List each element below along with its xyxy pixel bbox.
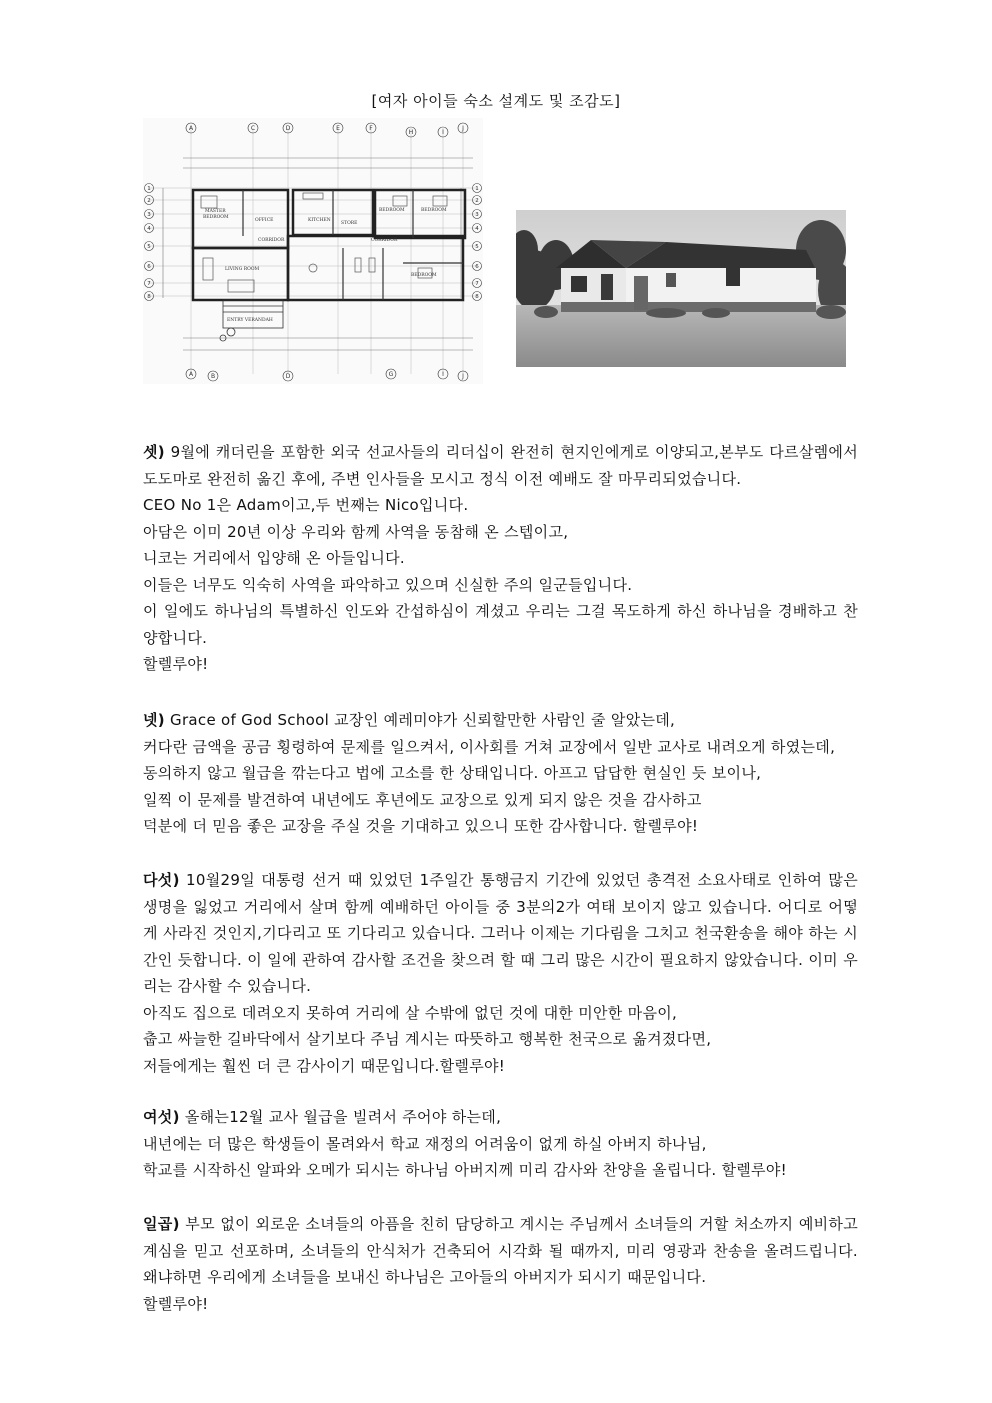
svg-text:I: I bbox=[442, 129, 444, 136]
paragraph: 이들은 너무도 익숙히 사역을 파악하고 있으며 신실한 주의 일군들입니다. bbox=[143, 575, 633, 594]
svg-text:4: 4 bbox=[147, 226, 151, 232]
svg-text:J: J bbox=[462, 125, 464, 132]
room-label-master-bedroom: MASTER bbox=[205, 209, 226, 214]
section-seven bbox=[143, 1211, 858, 1317]
svg-text:D: D bbox=[285, 125, 291, 132]
section-three-lead: 셋) bbox=[143, 443, 165, 461]
paragraph: 춥고 싸늘한 길바닥에서 살기보다 주님 계시는 따뜻하고 행복한 천국으로 옮겨졌다면, bbox=[143, 1030, 712, 1048]
svg-text:I: I bbox=[442, 371, 444, 378]
svg-text:BEDROOM: BEDROOM bbox=[421, 208, 447, 213]
svg-text:8: 8 bbox=[475, 294, 479, 300]
section-seven-lead: 일곱) bbox=[143, 1215, 180, 1233]
paragraph: 9월에 캐더린을 포함한 외국 선교사들의 리더십이 완전히 현지인에게로 이양되고,본부도 다르살렘에서 도도마로 완전히 옮긴 후에, 주변 인사들을 모시고 정식 이전 예배도 잘 마무리되었습니다. bbox=[143, 443, 858, 488]
svg-text:D: D bbox=[285, 373, 291, 380]
svg-text:4: 4 bbox=[475, 226, 479, 232]
svg-text:2: 2 bbox=[147, 198, 151, 204]
svg-text:BEDROOM: BEDROOM bbox=[411, 273, 437, 278]
section-three bbox=[143, 439, 858, 678]
svg-text:BEDROOM: BEDROOM bbox=[203, 215, 229, 220]
paragraph: 동의하지 않고 월급을 깎는다고 법에 고소를 한 상태입니다. 아프고 답답한 현실인 듯 보이나, bbox=[143, 764, 762, 782]
section-four bbox=[143, 707, 858, 840]
svg-text:A: A bbox=[188, 125, 194, 132]
svg-text:1: 1 bbox=[147, 186, 151, 192]
svg-text:3: 3 bbox=[147, 212, 151, 218]
figure-caption: [여자 아이들 숙소 설계도 및 조감도] bbox=[371, 92, 621, 110]
svg-text:6: 6 bbox=[475, 264, 479, 270]
svg-text:J: J bbox=[462, 373, 464, 380]
section-six bbox=[143, 1104, 858, 1184]
paragraph: 할렐루야! bbox=[143, 1294, 209, 1313]
svg-text:H: H bbox=[408, 129, 414, 136]
paragraph: 일찍 이 문제를 발견하여 내년에도 후년에도 교장으로 있게 되지 않은 것을 감사하고 bbox=[143, 790, 702, 809]
house-rendering-image bbox=[516, 210, 846, 367]
paragraph: 10월29일 대통령 선거 때 있었던 1주일간 통행금지 기간에 있었던 총격전 소요사태로 인하여 많은 생명을 잃었고 거리에서 살며 함께 예배하던 아이들 중 3분의2가 여태 보이지 않고 있습니다. 어디로 어떻게 사라진 것인지,기다리고 또 기다리고 있습니다. 그러나 이제는 기다림을 그치고 천국환송을 해야 하는 시간인 듯합니다. 이 일에 관하여 감사할 조건을 찾으려 할 때 그리 많은 시간이 필요하지 않았습니다. 이미 우리는 감사할 수 있습니다. bbox=[143, 871, 858, 995]
section-five bbox=[143, 867, 858, 1079]
svg-text:7: 7 bbox=[475, 281, 479, 287]
paragraph: CEO No 1은 Adam이고,두 번째는 Nico입니다. bbox=[143, 496, 469, 514]
svg-text:E: E bbox=[336, 125, 340, 132]
section-five-lead: 다섯) bbox=[143, 871, 180, 889]
paragraph: 이 일에도 하나님의 특별하신 인도와 간섭하심이 계셨고 우리는 그걸 목도하게 하신 하나님을 경배하고 찬양합니다. bbox=[143, 602, 858, 647]
svg-text:BEDROOM: BEDROOM bbox=[379, 208, 405, 213]
paragraph: 저들에게는 훨씬 더 큰 감사이기 때문입니다.할렐루야! bbox=[143, 1056, 506, 1075]
paragraph: 덕분에 더 믿음 좋은 교장을 주실 것을 기대하고 있으니 또한 감사합니다. 할렐루야! bbox=[143, 817, 699, 835]
section-six-lead: 여섯) bbox=[143, 1108, 180, 1126]
paragraph: 니코는 거리에서 입양해 온 아들입니다. bbox=[143, 549, 405, 567]
section-four-lead: 넷) bbox=[143, 711, 165, 729]
svg-text:G: G bbox=[388, 371, 394, 378]
svg-text:CORRIDOR: CORRIDOR bbox=[371, 238, 398, 243]
paragraph: 학교를 시작하신 알파와 오메가 되시는 하나님 아버지께 미리 감사와 찬양을 올립니다. 할렐루야! bbox=[143, 1161, 787, 1179]
svg-text:KITCHEN: KITCHEN bbox=[308, 218, 331, 223]
svg-text:CORRIDOR: CORRIDOR bbox=[258, 238, 285, 243]
svg-text:STORE: STORE bbox=[341, 221, 358, 226]
svg-text:A: A bbox=[188, 371, 194, 378]
svg-text:5: 5 bbox=[475, 244, 479, 250]
floor-plan-drawing bbox=[143, 118, 483, 384]
svg-text:2: 2 bbox=[475, 198, 479, 204]
svg-text:3: 3 bbox=[475, 212, 479, 218]
paragraph: 커다란 금액을 공금 횡령하여 문제를 일으켜서, 이사회를 거쳐 교장에서 일반 교사로 내려오게 하였는데, bbox=[143, 737, 836, 756]
paragraph: Grace of God School 교장인 예레미야가 신뢰할만한 사람인 줄 알았는데, bbox=[164, 711, 676, 729]
paragraph: 내년에는 더 많은 학생들이 몰려와서 학교 재정의 어려움이 없게 하실 아버지 하나님, bbox=[143, 1134, 707, 1153]
svg-text:6: 6 bbox=[147, 264, 151, 270]
paragraph: 아직도 집으로 데려오지 못하여 거리에 살 수밖에 없던 것에 대한 미안한 마음이, bbox=[143, 1003, 678, 1022]
svg-text:5: 5 bbox=[147, 244, 151, 250]
svg-text:7: 7 bbox=[147, 281, 151, 287]
paragraph: 아담은 이미 20년 이상 우리와 함께 사역을 동참해 온 스텝이고, bbox=[143, 522, 569, 541]
svg-text:ENTRY VERANDAH: ENTRY VERANDAH bbox=[227, 318, 273, 323]
svg-text:LIVING ROOM: LIVING ROOM bbox=[225, 267, 260, 272]
svg-text:1: 1 bbox=[475, 186, 479, 192]
svg-text:B: B bbox=[210, 373, 216, 380]
paragraph: 올해는12월 교사 월급을 빌려서 주어야 하는데, bbox=[179, 1108, 502, 1126]
svg-text:8: 8 bbox=[147, 294, 151, 300]
paragraph: 할렐루야! bbox=[143, 655, 209, 673]
svg-text:F: F bbox=[369, 125, 373, 132]
svg-text:C: C bbox=[250, 125, 256, 132]
svg-text:OFFICE: OFFICE bbox=[255, 218, 274, 223]
paragraph: 부모 없이 외로운 소녀들의 아픔을 친히 담당하고 계시는 주님께서 소녀들의 거할 처소까지 예비하고 계심을 믿고 선포하며, 소녀들의 안식처가 건축되어 시각화 될 때까지, 미리 영광과 찬송을 올려드립니다. 왜냐하면 우리에게 소녀들을 보내신 하나님은 고아들의 아버지가 되시기 때문입니다. bbox=[143, 1215, 858, 1286]
